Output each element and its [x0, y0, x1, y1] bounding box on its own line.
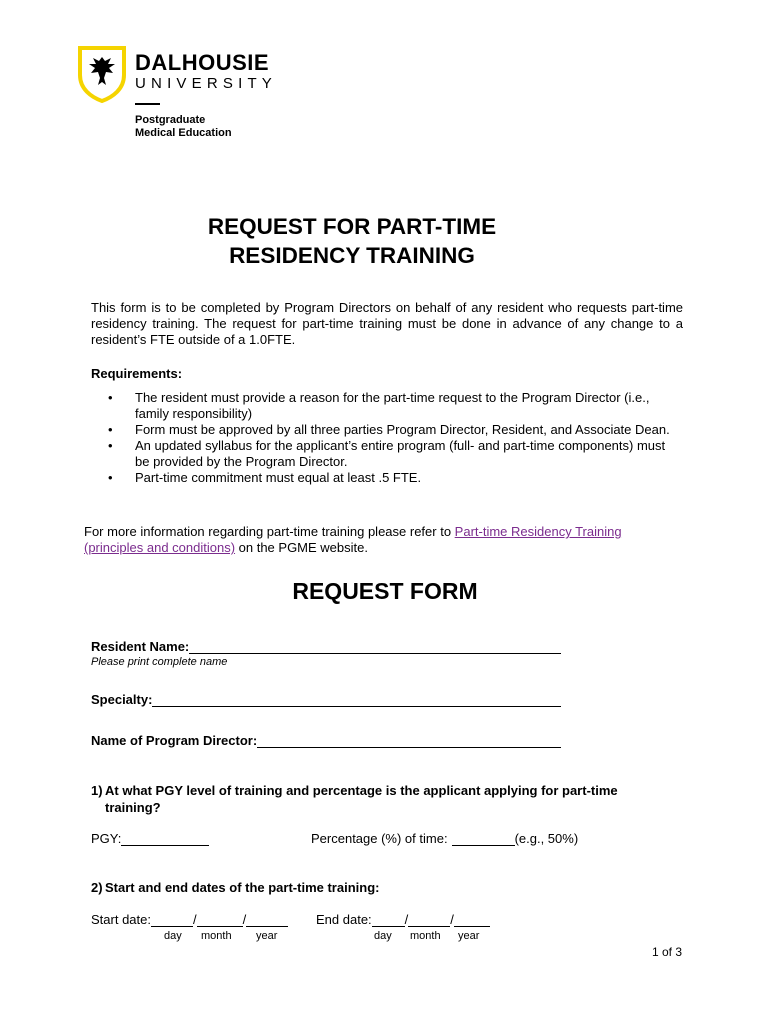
- more-info-prefix: For more information regarding part-time training please refer to: [84, 524, 455, 539]
- resident-name-hint: Please print complete name: [91, 656, 228, 668]
- end-month-field[interactable]: [408, 912, 450, 927]
- logo-divider: [135, 103, 160, 105]
- end-day-field[interactable]: [372, 912, 405, 927]
- start-day-field[interactable]: [151, 912, 193, 927]
- date-separator: /: [404, 912, 409, 927]
- percentage-label: Percentage (%) of time:: [311, 831, 448, 846]
- request-form-heading: REQUEST FORM: [292, 578, 478, 604]
- pgy-row: [91, 831, 209, 846]
- question-2-text: Start and end dates of the part-time training:: [105, 880, 380, 895]
- pgy-field[interactable]: [121, 831, 209, 846]
- requirement-item: • Form must be approved by all three parties Program Director, Resident, and Associate Dean.: [108, 422, 683, 438]
- program-director-field[interactable]: [257, 733, 561, 748]
- pgy-label: PGY:: [91, 831, 122, 846]
- intro-paragraph: This form is to be completed by Program Directors on behalf of any resident who requests part-time residency training. The request for part-time training must be done in advance of any change to a resident’s FTE outside of a 1.0FTE.: [91, 300, 683, 347]
- requirement-item: • The resident must provide a reason for the part-time request to the Program Director (i.e., family responsibility): [108, 390, 683, 422]
- percentage-field[interactable]: [452, 831, 515, 846]
- program-director-row: [91, 733, 561, 748]
- start-month-field[interactable]: [197, 912, 243, 927]
- page-number: 1 of 3: [652, 945, 683, 959]
- question-2-number: 2): [91, 880, 103, 895]
- question-1-text: At what PGY level of training and percentage is the applicant applying for part-time training?: [105, 783, 618, 815]
- question-1: [91, 782, 651, 816]
- dalhousie-shield-logo: [77, 45, 127, 103]
- resident-name-row: [91, 639, 561, 654]
- date-separator: /: [242, 912, 247, 927]
- university-name: DALHOUSIE: [135, 50, 270, 75]
- requirement-item: • Part-time commitment must equal at least .5 FTE.: [108, 470, 683, 486]
- resident-name-field[interactable]: [189, 639, 561, 654]
- requirement-item: • An updated syllabus for the applicant’s entire program (full- and part-time components) must be provided by the Program Director.: [108, 438, 683, 470]
- more-info-suffix: on the PGME website.: [235, 540, 368, 555]
- start-year-field[interactable]: [246, 912, 288, 927]
- resident-name-label: Resident Name:: [91, 639, 190, 654]
- specialty-label: Specialty:: [91, 692, 153, 707]
- program-director-label: Name of Program Director:: [91, 733, 258, 748]
- start-day-caption: day: [164, 930, 182, 942]
- question-1-number: 1): [91, 783, 103, 798]
- more-info-paragraph: [84, 524, 684, 556]
- document-title-line-2: RESIDENCY TRAINING: [229, 243, 475, 268]
- start-date-row: [91, 912, 288, 927]
- department-line-1: Postgraduate: [135, 114, 206, 126]
- question-2: [91, 880, 379, 895]
- department-name: [135, 114, 232, 140]
- end-month-caption: month: [410, 930, 441, 942]
- end-date-label: End date:: [316, 912, 372, 927]
- start-month-caption: month: [201, 930, 232, 942]
- start-year-caption: year: [256, 930, 278, 942]
- end-day-caption: day: [374, 930, 392, 942]
- percentage-row: [311, 831, 578, 846]
- percentage-example: (e.g., 50%): [514, 831, 579, 846]
- end-year-field[interactable]: [454, 912, 490, 927]
- date-separator: /: [450, 912, 454, 927]
- requirements-list: [108, 390, 683, 486]
- department-line-2: Medical Education: [135, 127, 232, 139]
- university-word: UNIVERSITY: [135, 75, 278, 92]
- requirements-heading: Requirements:: [91, 366, 183, 381]
- end-date-row: [316, 912, 490, 927]
- end-year-caption: year: [458, 930, 480, 942]
- start-date-label: Start date:: [91, 912, 151, 927]
- specialty-row: [91, 692, 561, 707]
- date-separator: /: [192, 912, 197, 927]
- specialty-field[interactable]: [152, 692, 561, 707]
- document-title-line-1: REQUEST FOR PART-TIME: [207, 214, 497, 239]
- part-time-residency-link[interactable]: Part-time Residency Training (principles and conditions): [84, 524, 622, 555]
